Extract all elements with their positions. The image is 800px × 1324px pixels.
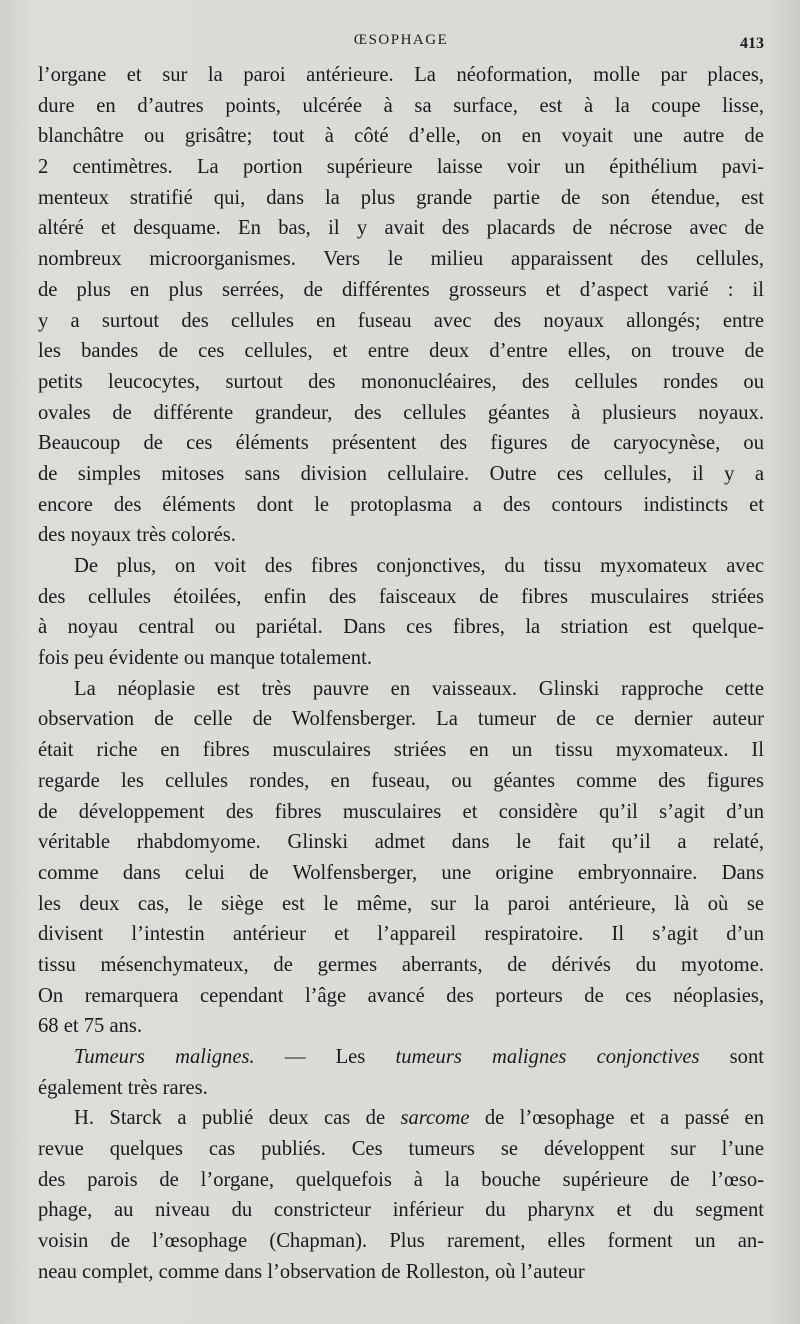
text-line: 2 centimètres. La portion supérieure laisse voir un épithélium pavi- (38, 156, 764, 179)
line-tail: de l’œsophage et a passé en (469, 1107, 764, 1130)
text-line: blanchâtre ou grisâtre; tout à côté d’elle, on en voyait une autre de (38, 125, 764, 148)
text-line: tissu mésenchymateux, de germes aberrants, de dérivés du myotome. (38, 953, 764, 976)
text-line: des noyaux très colorés. (38, 524, 236, 547)
body-text (38, 60, 764, 1288)
text-line: regarde les cellules rondes, en fuseau, ou géantes comme des figures (38, 769, 764, 792)
text-line: encore des éléments dont le protoplasma a des contours indistincts et (38, 493, 764, 516)
text-line: de plus en plus serrées, de différentes grosseurs et d’aspect varié : il (38, 278, 764, 301)
text-line: l’organe et sur la paroi antérieure. La néoformation, molle par places, (38, 64, 764, 86)
paragraph-start-line (38, 1103, 764, 1134)
text-line: de simples mitoses sans division cellulaire. Outre ces cellules, il y a (38, 462, 764, 485)
italic-term: sarcome (400, 1107, 470, 1130)
text-line: des parois de l’organe, quelquefois à la bouche supérieure de l’œso- (38, 1168, 764, 1191)
text-line: petits leucocytes, surtout des mononucléaires, des cellules rondes ou (38, 370, 764, 393)
text-line: observation de celle de Wolfensberger. La tumeur de ce dernier auteur (38, 708, 764, 731)
text-line: était riche en fibres musculaires striées en un tissu myxomateux. Il (38, 739, 764, 762)
text-line: 68 et 75 ans. (38, 1015, 143, 1038)
text-line: divisent l’intestin antérieur et l’appareil respiratoire. Il s’agit d’un (38, 923, 764, 946)
text-line: voisin de l’œsophage (Chapman). Plus rarement, elles forment un an- (38, 1230, 764, 1253)
text-line: ovales de différente grandeur, des cellules géantes à plusieurs noyaux. (38, 401, 764, 424)
paragraph-start-line: De plus, on voit des fibres conjonctives, du tissu myxomateux avec (74, 555, 764, 577)
text-line: altéré et desquame. En bas, il y avait des placards de nécrose avec de (38, 217, 764, 240)
text-line: neau complet, comme dans l’observation de Rolleston, où l’auteur (38, 1260, 585, 1283)
text-line: fois peu évidente ou manque totalement. (38, 647, 372, 670)
italic-term: tumeurs malignes conjonctives (395, 1046, 700, 1068)
text-line: des cellules étoilées, enfin des faisceaux de fibres musculaires striées (38, 585, 764, 608)
text-line: comme dans celui de Wolfensberger, une origine embryonnaire. Dans (38, 861, 764, 884)
text-line: de développement des fibres musculaires et considère qu’il s’agit d’un (38, 800, 764, 823)
text-line: véritable rhabdomyome. Glinski admet dans le fait qu’il a relaté, (38, 831, 764, 854)
text-line: phage, au niveau du constricteur inférieur du pharynx et du segment (38, 1199, 764, 1222)
running-head (38, 32, 764, 58)
heading-tail: sont (699, 1046, 765, 1068)
text-line: On remarquera cependant l’âge avancé des porteurs de ces néoplasies, (38, 984, 764, 1007)
text-line: dure en d’autres points, ulcérée à sa surface, est à la coupe lisse, (38, 94, 764, 117)
text-line: revue quelques cas publiés. Ces tumeurs se développent sur l’une (38, 1138, 764, 1161)
text-line: nombreux microorganismes. Vers le milieu apparaissent des cellules, (38, 248, 764, 271)
heading-dash: — Les (254, 1046, 396, 1068)
text-line: à noyau central ou pariétal. Dans ces fibres, la striation est quelque- (38, 616, 764, 639)
running-title: ŒSOPHAGE (353, 32, 449, 48)
text-line: menteux stratifié qui, dans la plus grande partie de son étendue, est (38, 186, 764, 209)
section-heading-line (38, 1042, 764, 1073)
text-line: les bandes de ces cellules, et entre deux d’entre elles, on trouve de (38, 340, 764, 363)
line-start: H. Starck a publié deux cas de (74, 1107, 401, 1130)
paragraph-start-line: La néoplasie est très pauvre en vaisseaux. Glinski rapproche cette (74, 677, 764, 700)
text-line: les deux cas, le siège est le même, sur la paroi antérieure, là où se (38, 892, 764, 915)
text-line: Beaucoup de ces éléments présentent des figures de caryocynèse, ou (38, 432, 764, 455)
section-heading: Tumeurs malignes. (74, 1046, 255, 1068)
text-line: également très rares. (38, 1076, 208, 1099)
page-number: 413 (740, 35, 764, 52)
text-line: y a surtout des cellules en fuseau avec des noyaux allongés; entre (38, 309, 764, 332)
